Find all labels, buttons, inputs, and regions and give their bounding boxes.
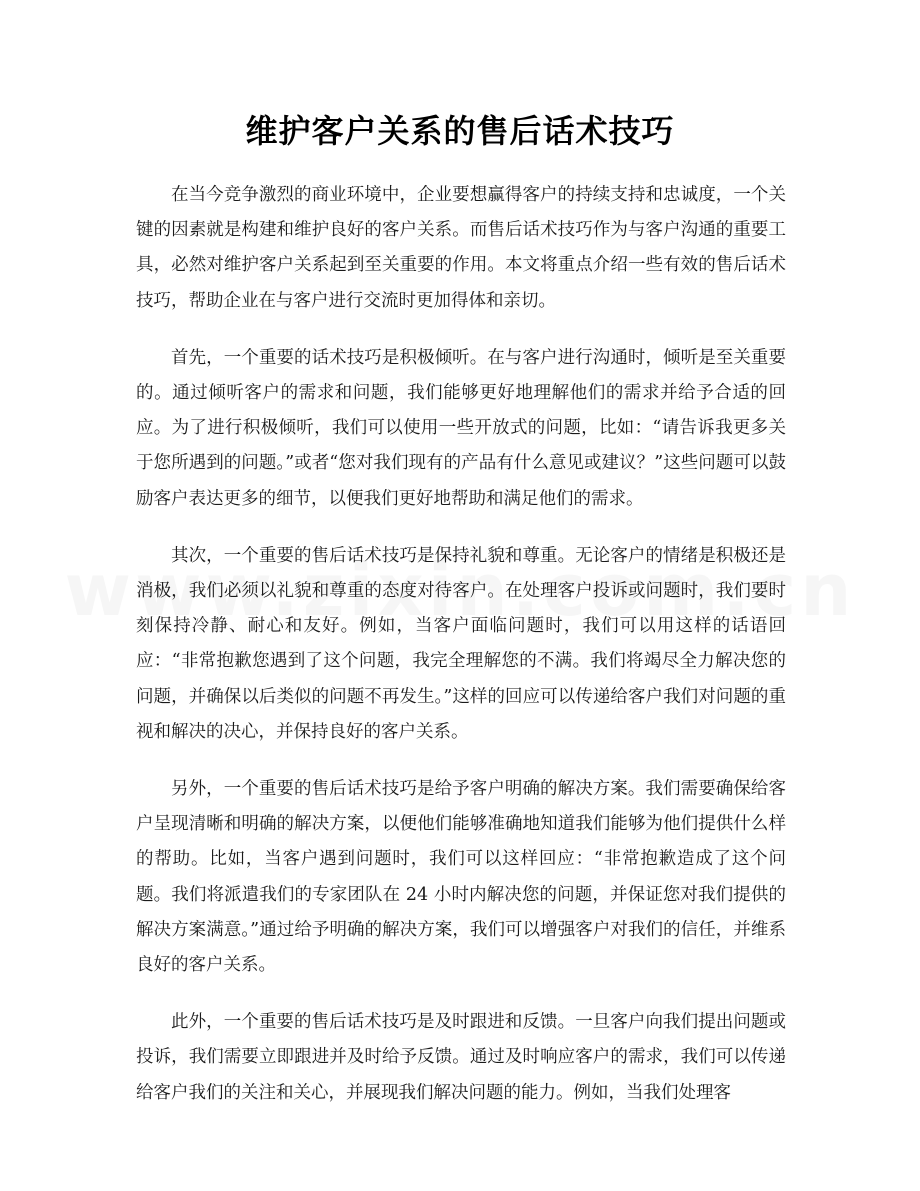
paragraph-2: 首先，一个重要的话术技巧是积极倾听。在与客户进行沟通时，倾听是至关重要的。通过倾听客户的需求和问题，我们能够更好地理解他们的需求并给予合适的回应。为了进行积极倾听，我们可以使用一些开放式的问题，比如：“请告诉我更多关于您所遇到的问题。”或者“您对我们现有的产品有什么意见或建议？”这些问题可以鼓励客户表达更多的细节，以便我们更好地帮助和满足他们的需求。 (136, 347, 786, 509)
paragraph-5: 此外，一个重要的售后话术技巧是及时跟进和反馈。一旦客户向我们提出问题或投诉，我们需要立即跟进并及时给予反馈。通过及时响应客户的需求，我们可以传递给客户我们的关注和关心，并展现我们解决问题的能力。例如，当我们处理客 (136, 1012, 786, 1103)
document-body (136, 178, 786, 1133)
document-title: 维护客户关系的售后话术技巧 (245, 112, 675, 150)
paragraph-1: 在当今竞争激烈的商业环境中，企业要想赢得客户的持续支持和忠诚度，一个关键的因素就是构建和维护良好的客户关系。而售后话术技巧作为与客户沟通的重要工具，必然对维护客户关系起到至关重要的作用。本文将重点介绍一些有效的售后话术技巧，帮助企业在与客户进行交流时更加得体和亲切。 (136, 185, 786, 311)
paragraph-3: 其次，一个重要的售后话术技巧是保持礼貌和尊重。无论客户的情绪是积极还是消极，我们必须以礼貌和尊重的态度对待客户。在处理客户投诉或问题时，我们要时刻保持冷静、耐心和友好。例如，当客户面临问题时，我们可以用这样的话语回应：“非常抱歉您遇到了这个问题，我完全理解您的不满。我们将竭尽全力解决您的问题，并确保以后类似的问题不再发生。”这样的回应可以传递给客户我们对问题的重视和解决的决心，并保持良好的客户关系。 (136, 545, 786, 742)
paragraph-4: 另外，一个重要的售后话术技巧是给予客户明确的解决方案。我们需要确保给客户呈现清晰和明确的解决方案，以便他们能够准确地知道我们能够为他们提供什么样的帮助。比如，当客户遇到问题时，我们可以这样回应：“非常抱歉造成了这个问题。我们将派遣我们的专家团队在 24 小时内解决您的问题，并保证您对我们提供的解决方案满意。”通过给予明确的解决方案，我们可以增强客户对我们的信任，并维系良好的客户关系。 (136, 779, 786, 976)
